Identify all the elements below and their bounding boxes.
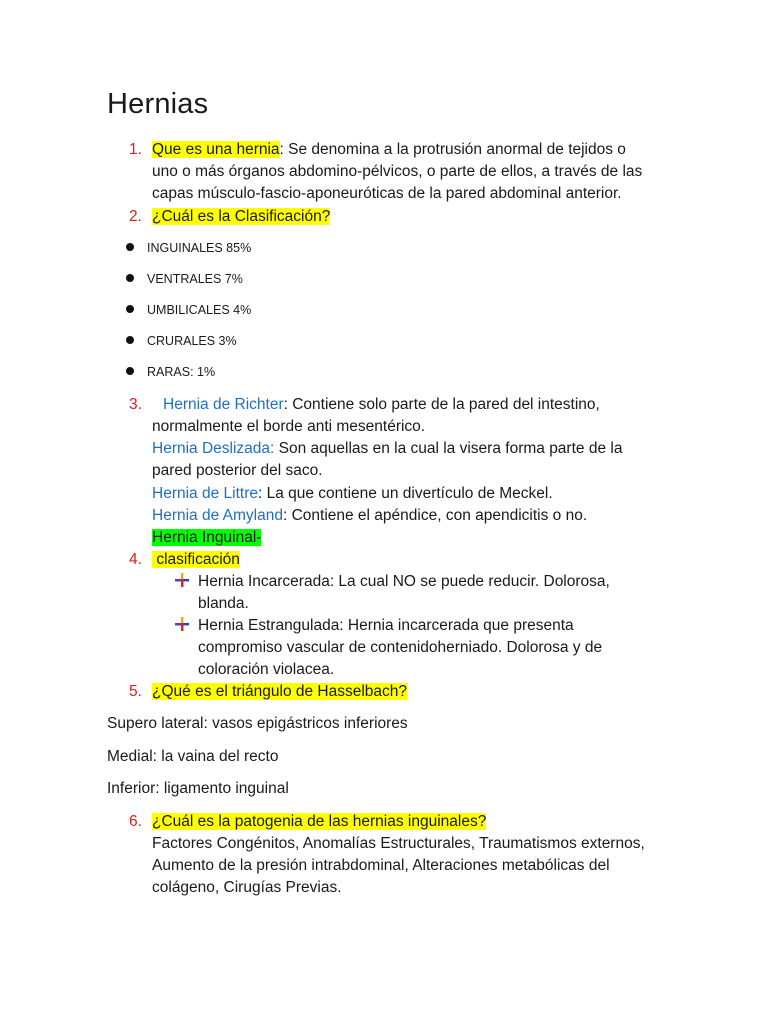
triangle-boundary: Medial: la vaina del recto — [107, 748, 279, 765]
richter-line-2: normalmente el borde anti mesentérico. — [152, 418, 426, 435]
q4-line — [152, 549, 240, 571]
deslizada-line-1 — [152, 438, 622, 460]
estrangulada-line-3: coloración violacea. — [198, 661, 335, 678]
q4-label — [152, 551, 240, 568]
classification-item-label: RARAS: 1% — [147, 365, 216, 379]
classification-item-label: UMBILICALES 4% — [147, 303, 252, 317]
patogenia-line-1: Factores Congénitos, Anomalías Estructurales, Traumatismos externos, — [152, 835, 645, 852]
richter-line-1 — [163, 394, 600, 416]
q1-line-2: uno o más órganos abdomino-pélvicos, o parte de ellos, a través de las — [152, 163, 643, 180]
q1-line-3: capas músculo-fascio-aponeuróticas de la pared abdominal anterior. — [152, 185, 622, 202]
deslizada-term: Hernia Deslizada: — [152, 440, 275, 457]
littre-def: : La que contiene un divertículo de Meckel. — [257, 485, 553, 502]
four-point-star-bullet-icon — [174, 572, 190, 588]
classification-item-label: VENTRALES 7% — [147, 272, 243, 286]
richter-def-1: : Contiene solo parte de la pared del intestino, — [283, 396, 600, 413]
classification-item — [126, 239, 251, 257]
triangle-boundary: Inferior: ligamento inguinal — [107, 780, 289, 797]
classification-item — [126, 270, 243, 288]
bullet-dot-icon — [126, 243, 134, 251]
classification-item — [126, 332, 237, 350]
patogenia-line-2: Aumento de la presión intrabdominal, Alteraciones metabólicas del — [152, 857, 610, 874]
classification-item — [126, 301, 251, 319]
bullet-dot-icon — [126, 336, 134, 344]
deslizada-def-1: Son aquellas en la cual la visera forma parte de la — [274, 440, 623, 457]
inguinal-heading-line — [152, 527, 261, 549]
bullet-dot-icon — [126, 367, 134, 375]
q1-number: 1. — [129, 141, 142, 158]
classification-item — [126, 363, 215, 381]
inguinal-heading: Hernia Inguinal- — [152, 529, 262, 546]
incarcerada-line-1: Hernia Incarcerada: La cual NO se puede reducir. Dolorosa, — [198, 573, 610, 590]
classification-item-label: CRURALES 3% — [147, 334, 237, 348]
q3-number: 3. — [129, 396, 142, 413]
q1-label: Que es una hernia — [152, 141, 280, 158]
q1-line-1 — [152, 139, 662, 161]
page-title: Hernias — [107, 88, 209, 120]
bullet-dot-icon — [126, 274, 134, 282]
q5-label: ¿Qué es el triángulo de Hasselbach? — [152, 683, 408, 700]
q6-line — [152, 811, 486, 833]
q5-line — [152, 681, 407, 703]
q2-label: ¿Cuál es la Clasificación? — [152, 208, 331, 225]
q5-number: 5. — [129, 683, 142, 700]
amyland-term: Hernia de Amyland — [152, 507, 283, 524]
bullet-dot-icon — [126, 305, 134, 313]
q6-label: ¿Cuál es la patogenia de las hernias inguinales? — [152, 813, 487, 830]
amyland-def: : Contiene el apéndice, con apendicitis o no. — [282, 507, 588, 524]
richter-term: Hernia de Richter — [163, 396, 284, 413]
q4-number: 4. — [129, 551, 142, 568]
q4-label-text: clasificación — [156, 551, 240, 568]
patogenia-line-3: colágeno, Cirugías Previas. — [152, 879, 342, 896]
q2-number: 2. — [129, 208, 142, 225]
amyland-line — [152, 505, 587, 527]
incarcerada-line-2: blanda. — [198, 595, 249, 612]
estrangulada-line-2: compromiso vascular de contenidoherniado. Dolorosa y de — [198, 639, 603, 656]
q2-line — [152, 206, 330, 228]
classification-item-label: INGUINALES 85% — [147, 241, 252, 255]
q6-number: 6. — [129, 813, 142, 830]
triangle-boundary: Supero lateral: vasos epigástricos inferiores — [107, 715, 408, 732]
q1-def-1: : Se denomina a la protrusión anormal de tejidos o — [279, 141, 626, 158]
estrangulada-line-1: Hernia Estrangulada: Hernia incarcerada que presenta — [198, 617, 574, 634]
littre-line — [152, 483, 553, 505]
four-point-star-bullet-icon — [174, 616, 190, 632]
deslizada-line-2: pared posterior del saco. — [152, 462, 323, 479]
littre-term: Hernia de Littre — [152, 485, 258, 502]
